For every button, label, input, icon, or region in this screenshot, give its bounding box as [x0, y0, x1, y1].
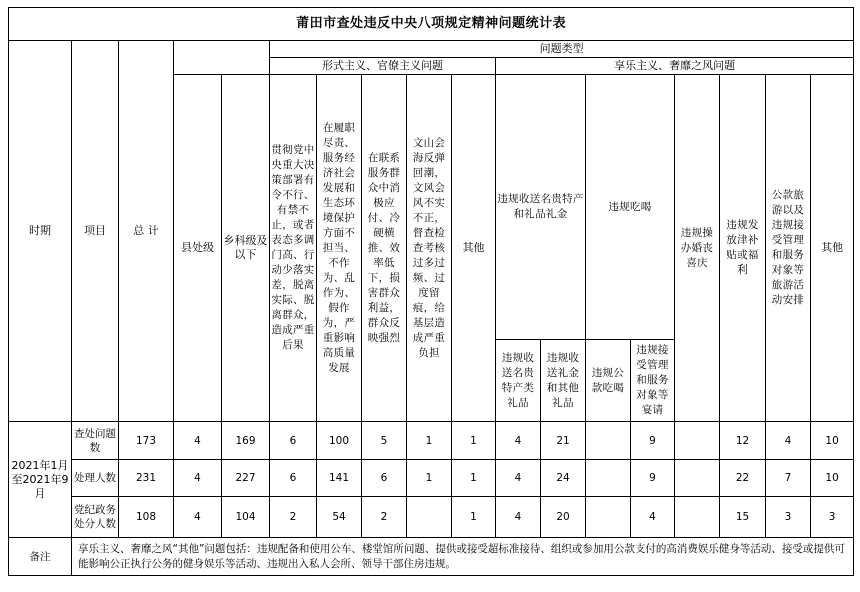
cell-h6: 10: [811, 460, 854, 497]
header-gifts-cash: 违规收送礼金和其他礼品: [541, 340, 586, 422]
cell-f1: 6: [270, 460, 317, 497]
cell-total: 173: [119, 422, 174, 460]
cell-h1a: 4: [496, 422, 541, 460]
header-formalism: 形式主义、官僚主义问题: [270, 58, 496, 75]
cell-h6: 3: [811, 497, 854, 538]
cell-h3: [675, 460, 720, 497]
cell-f5: 1: [452, 497, 496, 538]
cell-f4: 1: [407, 460, 452, 497]
cell-h2a: [586, 422, 631, 460]
header-tourism: 公款旅游以及违规接受管理和服务对象等旅游活动安排: [766, 75, 811, 422]
header-hedonism-other: 其他: [811, 75, 854, 422]
cell-h2a: [586, 497, 631, 538]
table-row: [9, 497, 854, 538]
header-formalism-duty-performance: 在履职尽责、服务经济社会发展和生态环境保护方面不担当、不作为、乱作为、假作为，严重影响高质量发展: [317, 75, 362, 422]
cell-f1: 6: [270, 422, 317, 460]
cell-f5: 1: [452, 460, 496, 497]
cell-total: 108: [119, 497, 174, 538]
cell-h3: [675, 497, 720, 538]
statistics-table: [8, 7, 854, 576]
cell-h1a: 4: [496, 497, 541, 538]
table-title: 莆田市查处违反中央八项规定精神问题统计表: [9, 8, 854, 41]
header-gifts: 违规收送名贵特产和礼品礼金: [496, 75, 586, 340]
table-row: [9, 460, 854, 497]
cell-total: 231: [119, 460, 174, 497]
header-problem-type: 问题类型: [270, 41, 854, 58]
cell-f3: 2: [362, 497, 407, 538]
cell-f4: 1: [407, 422, 452, 460]
cell-h6: 10: [811, 422, 854, 460]
cell-h1b: 21: [541, 422, 586, 460]
cell-f1: 2: [270, 497, 317, 538]
cell-f5: 1: [452, 422, 496, 460]
cell-f2: 54: [317, 497, 362, 538]
cell-township: 104: [222, 497, 270, 538]
cell-f3: 5: [362, 422, 407, 460]
header-period: 时期: [9, 41, 72, 422]
cell-h3: [675, 422, 720, 460]
cell-h5: 4: [766, 422, 811, 460]
row-label: 党纪政务处分人数: [72, 497, 119, 538]
cell-h5: 7: [766, 460, 811, 497]
header-formalism-decision-deployment: 贯彻党中央重大决策部署有令不行、有禁不止，或者表态多调门高、行动少落实差，脱离实际、脱离群众，造成严重后果: [270, 75, 317, 422]
header-item: 项目: [72, 41, 119, 422]
header-weddings-funerals: 违规操办婚丧喜庆: [675, 75, 720, 422]
header-level-blank: [174, 41, 270, 75]
cell-county: 4: [174, 422, 222, 460]
row-label: 查处问题数: [72, 422, 119, 460]
header-hedonism: 享乐主义、奢靡之风问题: [496, 58, 854, 75]
row-label: 处理人数: [72, 460, 119, 497]
cell-h2b: 9: [631, 460, 675, 497]
header-formalism-other: 其他: [452, 75, 496, 422]
cell-f4: [407, 497, 452, 538]
cell-h1b: 24: [541, 460, 586, 497]
cell-h4: 22: [720, 460, 766, 497]
cell-h2b: 4: [631, 497, 675, 538]
period-cell: 2021年1月至2021年9月: [9, 422, 72, 538]
header-dining: 违规吃喝: [586, 75, 675, 340]
cell-h1b: 20: [541, 497, 586, 538]
cell-township: 169: [222, 422, 270, 460]
remarks-label: 备注: [9, 538, 72, 576]
cell-f2: 141: [317, 460, 362, 497]
cell-h1a: 4: [496, 460, 541, 497]
header-township-level: 乡科级及以下: [222, 75, 270, 422]
cell-h2a: [586, 460, 631, 497]
header-formalism-serving-masses: 在联系服务群众中消极应付、冷硬横推、效率低下，损害群众利益，群众反映强烈: [362, 75, 407, 422]
cell-h4: 12: [720, 422, 766, 460]
table-row: [9, 422, 854, 460]
header-gifts-specialties: 违规收送名贵特产类礼品: [496, 340, 541, 422]
header-county-level: 县处级: [174, 75, 222, 422]
cell-f3: 6: [362, 460, 407, 497]
cell-h4: 15: [720, 497, 766, 538]
cell-county: 4: [174, 497, 222, 538]
header-dining-banquets: 违规接受管理和服务对象等宴请: [631, 340, 675, 422]
header-dining-public-funds: 违规公款吃喝: [586, 340, 631, 422]
header-allowances: 违规发放津补贴或福利: [720, 75, 766, 422]
cell-f2: 100: [317, 422, 362, 460]
cell-township: 227: [222, 460, 270, 497]
cell-county: 4: [174, 460, 222, 497]
header-total: 总 计: [119, 41, 174, 422]
cell-h5: 3: [766, 497, 811, 538]
header-formalism-meetings-documents: 文山会海反弹回潮，文风会风不实不正，督查检查考核过多过频、过度留痕，给基层造成严重负担: [407, 75, 452, 422]
remarks-text: 享乐主义、奢靡之风“其他”问题包括：违规配备和使用公车、楼堂馆所问题、提供或接受超标准接待、组织或参加用公款支付的高消费娱乐健身等活动、接受或提供可能影响公正执行公务的健身娱乐等活动、违规出入私人会所、领导干部住房违规。: [72, 538, 854, 576]
cell-h2b: 9: [631, 422, 675, 460]
